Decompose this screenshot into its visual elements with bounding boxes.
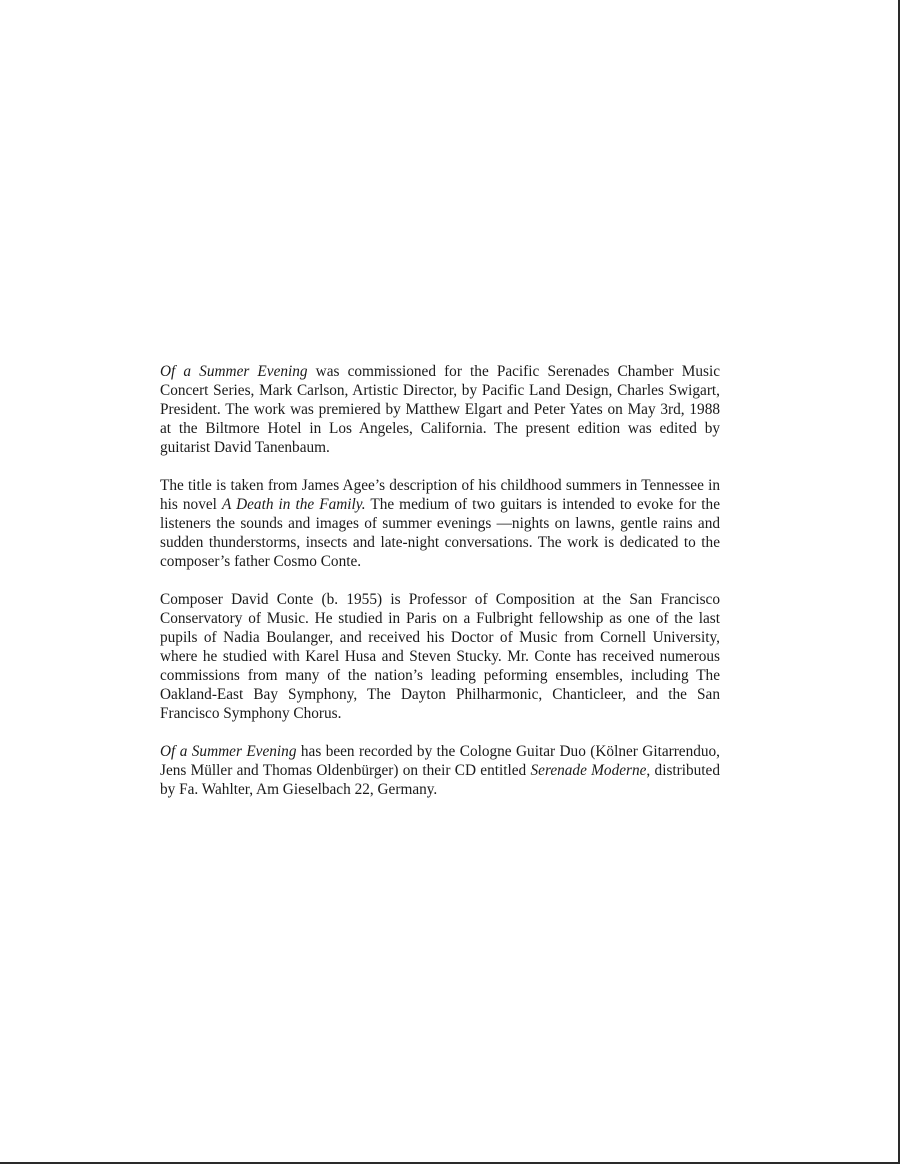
program-notes xyxy=(160,362,720,818)
recording-text-cont: , distributed by Fa. Wahlter, Am Gieselbach 22, Germany. xyxy=(160,762,720,798)
recording-text: has been recorded by the Cologne Guitar Duo (Kölner Gitarrenduo, Jens Müller and Thomas Oldenbürger) on their CD entitled xyxy=(160,743,720,779)
paragraph-composer-bio xyxy=(160,590,720,723)
title-origin-text: The title is taken from James Agee’s description of his childhood summers in Tennessee in his novel xyxy=(160,477,720,513)
commission-text: was commissioned for the Pacific Serenades Chamber Music Concert Series, Mark Carlson, Artistic Director, by Pacific Land Design, Charles Swigart, President. The work was premiered by Matthew Elgart and Peter Yates on May 3rd, 1988 at the Biltmore Hotel in Los Angeles, California. The present edition was edited by guitarist David Tanenbaum. xyxy=(160,363,721,456)
work-title: Of a Summer Evening xyxy=(160,743,297,760)
cd-title: Serenade Moderne xyxy=(530,762,647,779)
paragraph-recording xyxy=(160,742,720,799)
title-origin-text-cont: The medium of two guitars is intended to evoke for the listeners the sounds and images of summer evenings —nights on lawns, gentle rains and sudden thunderstorms, insects and late-night conversations. The work is dedicated to the composer’s father Cosmo Conte. xyxy=(160,496,720,570)
paragraph-commission xyxy=(160,362,720,457)
novel-title: A Death in the Family. xyxy=(221,496,366,513)
paragraph-title-origin xyxy=(160,476,720,571)
composer-bio-text: Composer David Conte (b. 1955) is Professor of Composition at the San Francisco Conservatory of Music. He studied in Paris on a Fulbright fellowship as one of the last pupils of Nadia Boulanger, and received his Doctor of Music from Cornell University, where he studied with Karel Husa and Steven Stucky. Mr. Conte has received numerous commissions from many of the nation’s leading peforming ensembles, including The Oakland-East Bay Symphony, The Dayton Philharmonic, Chanticleer, and the San Francisco Symphony Chorus. xyxy=(160,591,720,722)
work-title: Of a Summer Evening xyxy=(160,363,308,380)
